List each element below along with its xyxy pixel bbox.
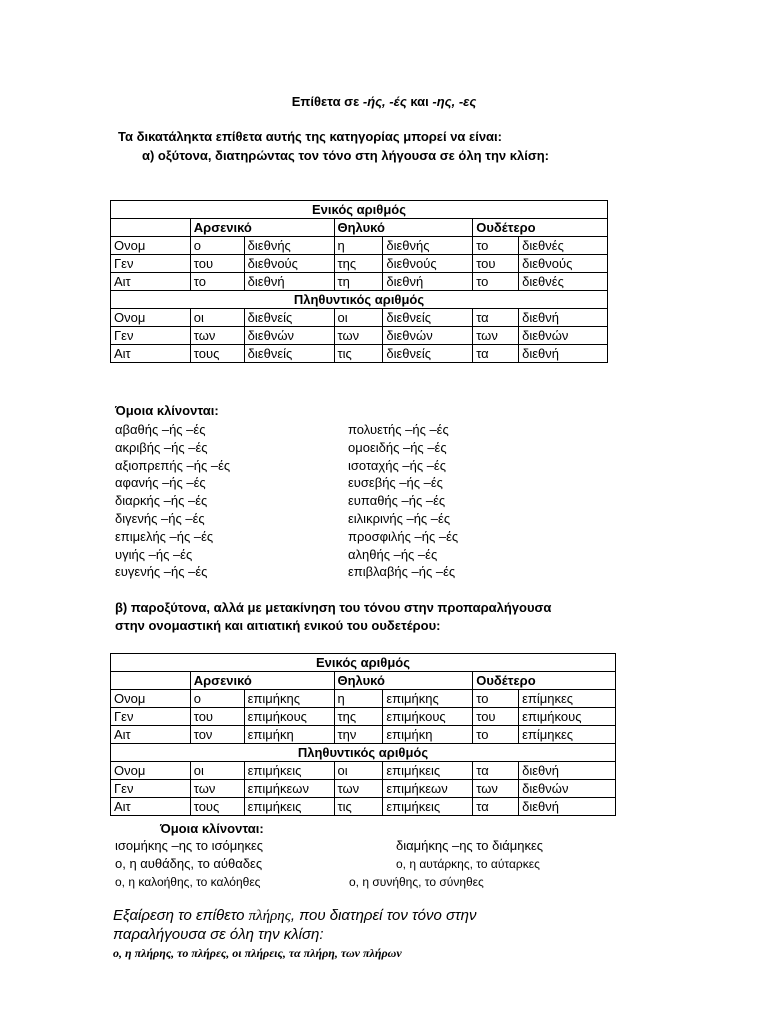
section-b-line1: β) παροξύτονα, αλλά με μετακίνηση του τόνου στην προπαραλήγουσα xyxy=(115,600,552,615)
table-cell: επιμήκεων xyxy=(383,780,473,798)
table-header-row xyxy=(111,654,616,672)
table-cell: τις xyxy=(334,345,383,363)
table-cell: επιμήκη xyxy=(244,726,334,744)
table-cell: επιμήκη xyxy=(383,726,473,744)
table-cell: τα xyxy=(473,762,519,780)
similar2-row1-right: διαμήκης –ης το διάμηκες xyxy=(396,838,544,853)
gender-row xyxy=(111,672,616,690)
page-title: Επίθετα σε -ής, -ές και -ης, -ες xyxy=(291,94,477,109)
singular-header: Ενικός αριθμός xyxy=(111,201,608,219)
table-row xyxy=(111,309,608,327)
table-cell: τους xyxy=(190,798,244,816)
table-cell: το xyxy=(473,273,519,291)
table-cell: του xyxy=(473,255,519,273)
table-cell: οι xyxy=(190,309,244,327)
table-cell: Γεν xyxy=(111,708,191,726)
table-cell: το xyxy=(473,690,519,708)
table-cell: Γεν xyxy=(111,780,191,798)
list-item: υγιής –ής –ές xyxy=(115,546,193,562)
table-cell: διεθνής xyxy=(383,237,473,255)
gender-header: Αρσενικό xyxy=(190,672,334,690)
table-cell: Αιτ xyxy=(111,273,191,291)
table-cell: διεθνών xyxy=(244,327,334,345)
table-cell: διεθνείς xyxy=(383,309,473,327)
table-cell: επιμήκης xyxy=(244,690,334,708)
plural-header: Πληθυντικός αριθμός xyxy=(111,744,616,762)
list-item: προσφιλής –ής –ές xyxy=(348,528,459,544)
gender-header: Θηλυκό xyxy=(334,219,473,237)
table-cell: διεθνή xyxy=(519,309,608,327)
table-cell: ο xyxy=(190,237,244,255)
intro-text: Τα δικατάληκτα επίθετα αυτής της κατηγορίας μπορεί να είναι: xyxy=(118,129,502,144)
table-row xyxy=(111,237,608,255)
list-item: επιμελής –ής –ές xyxy=(115,528,214,544)
table-cell: διεθνές xyxy=(519,237,608,255)
list-item: επιβλαβής –ής –ές xyxy=(348,564,456,580)
table-cell: διεθνές xyxy=(519,273,608,291)
similar-heading: Όμοια κλίνονται: xyxy=(115,403,219,418)
table-cell: του xyxy=(190,255,244,273)
table-row xyxy=(111,798,616,816)
table-cell xyxy=(111,672,191,690)
table-cell: Ονομ xyxy=(111,237,191,255)
table-cell: διεθνούς xyxy=(244,255,334,273)
table-row xyxy=(111,255,608,273)
table-cell: της xyxy=(334,708,383,726)
list-item: ομοειδής –ής –ές xyxy=(348,439,447,455)
section-b-line2: στην ονομαστική και αιτιατική ενικού του ουδετέρου: xyxy=(115,618,441,633)
table-cell: επιμήκους xyxy=(519,708,616,726)
table-cell: τα xyxy=(473,345,519,363)
table-cell: Ονομ xyxy=(111,309,191,327)
table-cell: η xyxy=(334,237,383,255)
section-a-heading: α) οξύτονα, διατηρώντας τον τόνο στη λήγουσα σε όλη την κλίση: xyxy=(142,148,549,163)
singular-header: Ενικός αριθμός xyxy=(111,654,616,672)
table-cell: επιμήκεων xyxy=(244,780,334,798)
table-row xyxy=(111,273,608,291)
similar2-row2-left: ο, η αυθάδης, το αύθαδες xyxy=(115,856,263,871)
table-cell: Γεν xyxy=(111,255,191,273)
gender-header: Ουδέτερο xyxy=(473,672,616,690)
table-cell: Αιτ xyxy=(111,345,191,363)
table-cell: διεθνή xyxy=(519,798,616,816)
table-cell: Γεν xyxy=(111,327,191,345)
gender-header: Αρσενικό xyxy=(190,219,334,237)
table-cell: επιμήκεις xyxy=(383,798,473,816)
table-cell: της xyxy=(334,255,383,273)
table-cell: των xyxy=(190,327,244,345)
table-row xyxy=(111,708,616,726)
table-cell: διεθνών xyxy=(519,780,616,798)
list-item: ισοταχής –ής –ές xyxy=(348,457,446,473)
gender-header: Θηλυκό xyxy=(334,672,473,690)
list-item: διγενής –ής –ές xyxy=(115,510,205,526)
table-cell: επίμηκες xyxy=(519,726,616,744)
table-cell: διεθνείς xyxy=(244,345,334,363)
table-cell: διεθνών xyxy=(383,327,473,345)
table-cell: τα xyxy=(473,798,519,816)
table-cell: διεθνούς xyxy=(383,255,473,273)
table-row xyxy=(111,327,608,345)
list-item: αξιοπρεπής –ής –ές xyxy=(115,457,231,473)
table-cell: διεθνείς xyxy=(244,309,334,327)
gender-row xyxy=(111,219,608,237)
table-cell: των xyxy=(473,780,519,798)
table-cell: διεθνή xyxy=(519,345,608,363)
table-cell: οι xyxy=(334,309,383,327)
table-cell: των xyxy=(473,327,519,345)
table-cell xyxy=(111,219,191,237)
exception-line2: παραλήγουσα σε όλη την κλίση: xyxy=(113,926,324,943)
table-cell: των xyxy=(190,780,244,798)
list-item: αφανής –ής –ές xyxy=(115,475,206,491)
similar-list-right xyxy=(348,421,458,581)
table-cell: η xyxy=(334,690,383,708)
table-cell: του xyxy=(190,708,244,726)
exception-forms: ο, η πλήρης, το πλήρες, οι πλήρεις, τα πλήρη, των πλήρων xyxy=(113,946,402,960)
declension-table-oxytone xyxy=(110,200,608,363)
table-cell: Αιτ xyxy=(111,726,191,744)
list-item: πολυετής –ής –ές xyxy=(348,422,449,437)
table-cell: επίμηκες xyxy=(519,690,616,708)
table-cell: διεθνή xyxy=(383,273,473,291)
similar2-row2-right: ο, η αυτάρκης, το αύταρκες xyxy=(396,857,540,871)
table-row xyxy=(111,762,616,780)
table-cell: επιμήκεις xyxy=(244,798,334,816)
table-row xyxy=(111,690,616,708)
table-cell: Αιτ xyxy=(111,798,191,816)
list-item: ειλικρινής –ής –ές xyxy=(348,510,451,526)
table-cell: επιμήκης xyxy=(383,690,473,708)
table-cell: διεθνής xyxy=(244,237,334,255)
table-cell: την xyxy=(334,726,383,744)
table-cell: ο xyxy=(190,690,244,708)
similar-list-left xyxy=(115,421,230,581)
gender-header: Ουδέτερο xyxy=(473,219,608,237)
list-item: ευπαθής –ής –ές xyxy=(348,493,446,509)
list-item: αβαθής –ής –ές xyxy=(115,422,206,437)
table-cell: των xyxy=(334,780,383,798)
similar2-row3-right: ο, η συνήθης, το σύνηθες xyxy=(349,875,484,889)
list-item: ευγενής –ής –ές xyxy=(115,564,208,580)
exception-line1: Εξαίρεση το επίθετο πλήρης, που διατηρεί τον τόνο στην xyxy=(113,907,477,924)
table-cell: διεθνών xyxy=(519,327,608,345)
declension-table-paroxytone xyxy=(110,653,616,816)
table-cell: διεθνείς xyxy=(383,345,473,363)
table-cell: οι xyxy=(334,762,383,780)
similar2-row1-left: ισομήκης –ης το ισόμηκες xyxy=(115,838,264,853)
table-cell: των xyxy=(334,327,383,345)
table-cell: διεθνή xyxy=(244,273,334,291)
similar-heading-2: Όμοια κλίνονται: xyxy=(160,821,264,836)
list-item: αληθής –ής –ές xyxy=(348,546,438,562)
table-cell: τις xyxy=(334,798,383,816)
table-cell: τα xyxy=(473,309,519,327)
table-row xyxy=(111,780,616,798)
list-item: ευσεβής –ής –ές xyxy=(348,475,443,491)
table-cell: Ονομ xyxy=(111,690,191,708)
table-row xyxy=(111,345,608,363)
table-header-row xyxy=(111,291,608,309)
plural-header: Πληθυντικός αριθμός xyxy=(111,291,608,309)
table-cell: του xyxy=(473,708,519,726)
table-cell: τη xyxy=(334,273,383,291)
table-cell: επιμήκους xyxy=(383,708,473,726)
table-cell: Ονομ xyxy=(111,762,191,780)
table-cell: το xyxy=(190,273,244,291)
table-cell: το xyxy=(473,237,519,255)
table-cell: επιμήκους xyxy=(244,708,334,726)
list-item: ακριβής –ής –ές xyxy=(115,439,208,455)
table-cell: επιμήκεις xyxy=(244,762,334,780)
similar2-row3-left: ο, η καλοήθης, το καλόηθες xyxy=(115,875,261,889)
table-cell: διεθνούς xyxy=(519,255,608,273)
table-header-row xyxy=(111,201,608,219)
table-row xyxy=(111,726,616,744)
table-cell: το xyxy=(473,726,519,744)
table-header-row xyxy=(111,744,616,762)
table-cell: διεθνή xyxy=(519,762,616,780)
table-cell: τον xyxy=(190,726,244,744)
table-cell: επιμήκεις xyxy=(383,762,473,780)
table-cell: τους xyxy=(190,345,244,363)
table-cell: οι xyxy=(190,762,244,780)
list-item: διαρκής –ής –ές xyxy=(115,493,208,509)
